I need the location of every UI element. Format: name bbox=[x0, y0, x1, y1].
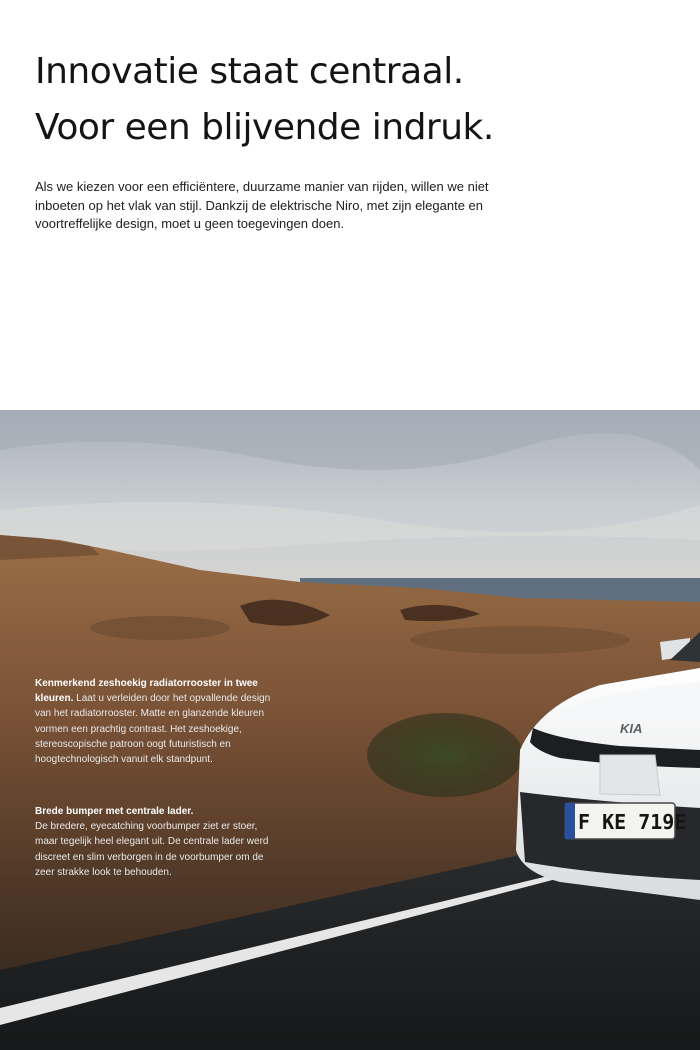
caption-front-bumper bbox=[35, 804, 275, 880]
caption-1-body: Laat u verleiden door het opvallende design van het radiatorrooster. Matte en glanzende kleuren vormen een prachtig contrast. Het zeshoekige, stereoscopische patroon oogt futuristisch en hoogtechnologisch vanuit elk standpunt. bbox=[35, 693, 271, 766]
headline bbox=[35, 44, 675, 156]
license-plate-text: F KE 719E bbox=[578, 810, 687, 834]
headline-line-2: Voor een blijvende indruk. bbox=[35, 107, 494, 148]
caption-1-title: Kenmerkend zeshoekig radiatorrooster in twee kleuren. bbox=[35, 678, 258, 705]
bush bbox=[367, 713, 523, 797]
headline-line-1: Innovatie staat centraal. bbox=[35, 51, 464, 92]
intro-paragraph: Als we kiezen voor een efficiëntere, duurzame manier van rijden, willen we niet inboeten op het vlak van stijl. Dankzij de elektrische Niro, met zijn elegante en voortreffelijke design, moet u geen toegevingen doen. bbox=[35, 179, 489, 231]
caption-2-body: De bredere, eyecatching voorbumper ziet er stoer, maar tegelijk heel elegant uit. De centrale lader werd discreet en slim verborgen in de voorbumper om de zeer strakke look te behouden. bbox=[35, 821, 269, 878]
kia-logo: KIA bbox=[620, 721, 643, 736]
caption-radiator-grille bbox=[35, 676, 275, 767]
caption-2-title: Brede bumper met centrale lader. bbox=[35, 806, 194, 817]
